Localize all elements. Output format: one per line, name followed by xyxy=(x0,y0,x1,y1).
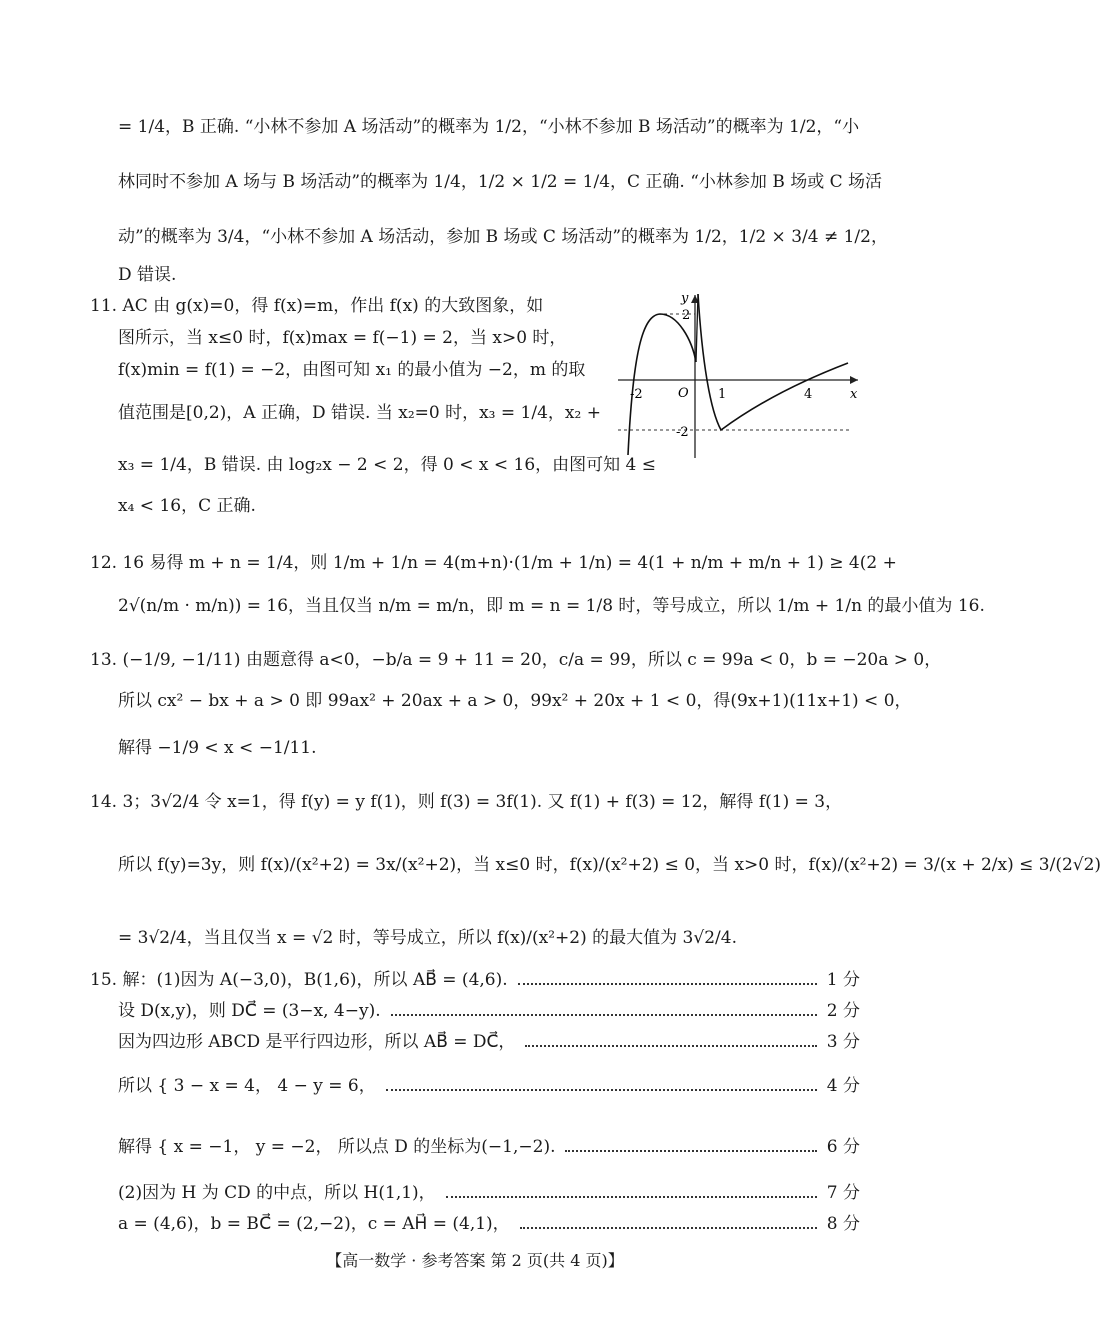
q15-step xyxy=(118,1001,860,1021)
answer-12: 12. 16 易得 m + n = 1/4，则 1/m + 1/n = 4(m+n)·(1/m + 1/n) = 4(1 + n/m + m/n + 1) ≥ 4(2 + xyxy=(90,553,897,573)
step-score: 2 分 xyxy=(826,1001,860,1021)
step-text: 所以 { 3 − x = 4， 4 − y = 6， xyxy=(118,1076,376,1096)
q15-step xyxy=(118,1183,860,1203)
step-score: 7 分 xyxy=(826,1183,860,1203)
step-score: 8 分 xyxy=(826,1214,860,1234)
x-axis-label: x xyxy=(850,387,858,402)
text-line: 林同时不参加 A 场与 B 场活动”的概率为 1/4，1/2 × 1/2 = 1/4，C 正确. “小林参加 B 场或 C 场活 xyxy=(118,172,883,192)
y-axis-label: y xyxy=(681,291,689,306)
origin-label: O xyxy=(678,386,689,401)
answer-11: 11. AC 由 g(x)=0，得 f(x)=m，作出 f(x) 的大致图象，如 xyxy=(90,296,544,316)
step-score: 3 分 xyxy=(826,1032,860,1052)
step-score: 4 分 xyxy=(826,1076,860,1096)
text-line: 值范围是[0,2)，A 正确，D 错误. 当 x₂=0 时，x₃ = 1/4，x₂ + xyxy=(118,403,601,423)
leader-dots xyxy=(391,1014,817,1016)
page-footer: 【高一数学 · 参考答案 第 2 页(共 4 页)】 xyxy=(326,1251,624,1270)
step-score: 1 分 xyxy=(826,970,860,990)
text-line: = 3√2/4，当且仅当 x = √2 时，等号成立，所以 f(x)/(x²+2) 的最大值为 3√2/4. xyxy=(118,928,737,948)
leader-dots xyxy=(518,983,817,985)
text-line: D 错误. xyxy=(118,265,177,285)
text-line: f(x)min = f(1) = −2，由图可知 x₁ 的最小值为 −2，m 的取 xyxy=(118,360,586,380)
min-label: -2 xyxy=(676,425,689,440)
text-line: = 1/4，B 正确. “小林不参加 A 场活动”的概率为 1/2，“小林不参加 B 场活动”的概率为 1/2，“小 xyxy=(118,117,860,137)
leader-dots xyxy=(520,1227,817,1229)
step-score: 6 分 xyxy=(826,1137,860,1157)
q15-step xyxy=(118,1137,860,1157)
step-text: 因为四边形 ABCD 是平行四边形，所以 AB⃗ = DC⃗， xyxy=(118,1032,516,1052)
text-line: x₄ < 16，C 正确. xyxy=(118,496,256,516)
tick-label: 1 xyxy=(718,387,727,402)
text-line: 2√(n/m · m/n)) = 16，当且仅当 n/m = m/n，即 m = n = 1/8 时，等号成立，所以 1/m + 1/n 的最小值为 16. xyxy=(118,596,985,616)
step-text: 设 D(x,y)，则 DC⃗ = (3−x, 4−y). xyxy=(118,1001,381,1021)
step-text: (2)因为 H 为 CD 的中点，所以 H(1,1)， xyxy=(118,1183,436,1203)
tick-label: -2 xyxy=(630,387,643,402)
answer-14: 14. 3；3√2/4 令 x=1，得 f(y) = y f(1)，则 f(3) = 3f(1). 又 f(1) + f(3) = 12，解得 f(1) = 3， xyxy=(90,792,843,812)
leader-dots xyxy=(525,1045,816,1047)
q15-step xyxy=(118,1032,860,1052)
tick-label: 4 xyxy=(804,387,813,402)
text-line: 所以 f(y)=3y，则 f(x)/(x²+2) = 3x/(x²+2)，当 x≤0 时，f(x)/(x²+2) ≤ 0，当 x>0 时，f(x)/(x²+2) = 3/(x + 2/x) ≤ 3/(2√2) xyxy=(118,855,1101,875)
q15-step xyxy=(118,1214,860,1234)
step-text: a = (4,6)，b = BC⃗ = (2,−2)，c = AH⃗ = (4,1)， xyxy=(118,1214,510,1234)
q15-step xyxy=(118,1076,860,1096)
text-line: 所以 cx² − bx + a > 0 即 99ax² + 20ax + a > 0，99x² + 20x + 1 < 0，得(9x+1)(11x+1) < 0， xyxy=(118,691,912,711)
leader-dots xyxy=(446,1196,817,1198)
step-text: 15. 解：(1)因为 A(−3,0)，B(1,6)，所以 AB⃗ = (4,6). xyxy=(90,970,508,990)
leader-dots xyxy=(565,1150,816,1152)
max-label: 2 xyxy=(682,308,691,323)
q15-step xyxy=(90,970,860,990)
text-line: 动”的概率为 3/4，“小林不参加 A 场活动，参加 B 场或 C 场活动”的概率为 1/2，1/2 × 3/4 ≠ 1/2， xyxy=(118,227,888,247)
answer-13: 13. (−1/9, −1/11) 由题意得 a<0，−b/a = 9 + 11 = 20，c/a = 99，所以 c = 99a < 0，b = −20a > 0， xyxy=(90,650,942,670)
function-graph xyxy=(618,290,863,460)
text-line: x₃ = 1/4，B 错误. 由 log₂x − 2 < 2，得 0 < x < 16，由图可知 4 ≤ xyxy=(118,455,657,475)
leader-dots xyxy=(386,1089,817,1091)
step-text: 解得 { x = −1， y = −2， 所以点 D 的坐标为(−1,−2). xyxy=(118,1137,556,1157)
text-line: 解得 −1/9 < x < −1/11. xyxy=(118,738,317,758)
text-line: 图所示，当 x≤0 时，f(x)max = f(−1) = 2，当 x>0 时， xyxy=(118,328,567,348)
